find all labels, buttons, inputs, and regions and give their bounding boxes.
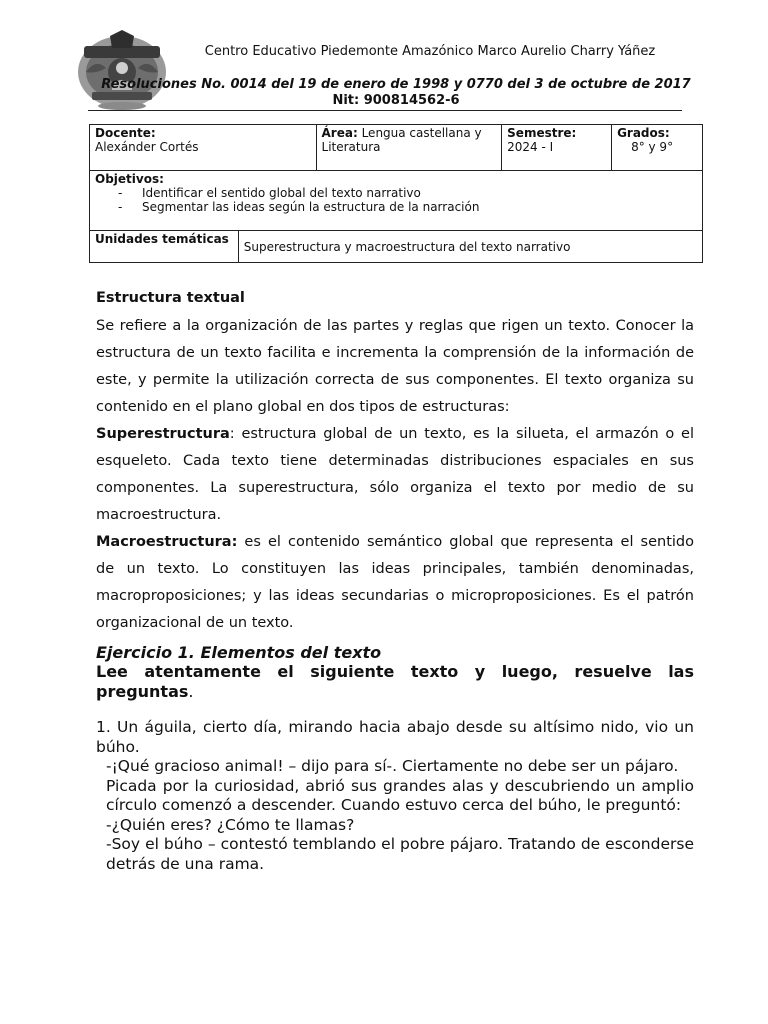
macroestructura-text: es el contenido semántico global que representa el sentido de un texto. Lo constituyen las ideas principales, también denominadas, macroproposiciones; y las ideas secundarias o microproposiciones. Es el patrón organizacional de un texto. [96, 534, 694, 631]
objetivos-cell [90, 171, 703, 231]
intro-paragraph: Se refiere a la organización de las partes y reglas que rigen un texto. Conocer la estructura de un texto facilita e incrementa la comprensión de la información de este, y permite la utilización correcta de sus componentes. El texto organiza su contenido en el plano global en dos tipos de estructuras: [96, 318, 694, 415]
area-value: Lengua castellana y Literatura [321, 126, 482, 154]
semestre-cell [502, 125, 612, 171]
macroestructura-term: Macroestructura: [96, 534, 238, 550]
school-name: Centro Educativo Piedemonte Amazónico Marco Aurelio Charry Yáñez [204, 44, 656, 59]
unidades-label: Unidades temáticas [95, 232, 229, 246]
semestre-value: 2024 - I [507, 140, 554, 154]
objetivos-label: Objetivos: [95, 172, 164, 186]
unidades-value: Superestructura y macroestructura del texto narrativo [243, 239, 571, 254]
superestructura-text: : estructura global de un texto, es la silueta, el armazón o el esqueleto. Cada texto tiene determinadas distribuciones espaciales en sus componentes. La superestructura, sólo organiza el texto por medio de su macroestructura. [96, 426, 694, 523]
info-row-main [90, 125, 703, 171]
area-cell [316, 125, 502, 171]
area-label: Área: [321, 126, 358, 140]
grados-value: 8° y 9° [631, 140, 674, 154]
info-row-objetivos [90, 171, 703, 231]
objetivos-list [95, 186, 697, 214]
grados-label: Grados: [617, 126, 670, 140]
superestructura-paragraph [96, 421, 694, 529]
unidades-value-cell [238, 231, 702, 263]
story-text [96, 718, 694, 874]
docente-label: Docente: [95, 126, 156, 140]
story-paragraph: -¡Qué gracioso animal! – dijo para sí-. Ciertamente no debe ser un pájaro. [106, 757, 679, 775]
nit-line: Nit: 900814562-6 [332, 93, 460, 108]
exercise-instructions [96, 662, 694, 702]
unidades-label-cell [90, 231, 239, 263]
objetivo-item: - Identificar el sentido global del texto narrativo [95, 186, 697, 200]
docente-cell [90, 125, 317, 171]
info-row-unidades [90, 231, 703, 263]
semestre-label: Semestre: [507, 126, 577, 140]
exercise-instructions-text: Lee atentamente el siguiente texto y luego, resuelve las preguntas [96, 662, 694, 701]
story-paragraph: Picada por la curiosidad, abrió sus grandes alas y descubriendo un amplio círculo comenzó a descender. Cuando estuvo cerca del búho, le preguntó: [106, 776, 694, 814]
course-info-table [89, 124, 703, 263]
superestructura-term: Superestructura [96, 426, 230, 442]
resolutions-line: Resoluciones No. 0014 del 19 de enero de 1998 y 0770 del 3 de octubre de 2017 [101, 77, 691, 92]
exercise-instructions-period: . [188, 682, 194, 701]
docente-value: Alexánder Cortés [95, 140, 199, 154]
document-body [96, 288, 694, 874]
header-divider [88, 110, 682, 111]
exercise-title: Ejercicio 1. Elementos del texto [96, 643, 382, 662]
macroestructura-paragraph [96, 529, 694, 637]
story-paragraph: 1. Un águila, cierto día, mirando hacia abajo desde su altísimo nido, vio un búho. [96, 718, 694, 756]
objetivo-item: - Segmentar las ideas según la estructura de la narración [95, 200, 697, 214]
story-paragraph: -Soy el búho – contestó temblando el pobre pájaro. Tratando de esconderse detrás de una rama. [106, 835, 694, 873]
story-paragraph: -¿Quién eres? ¿Cómo te llamas? [106, 815, 355, 834]
grados-cell [612, 125, 703, 171]
section-heading: Estructura textual [96, 290, 245, 306]
